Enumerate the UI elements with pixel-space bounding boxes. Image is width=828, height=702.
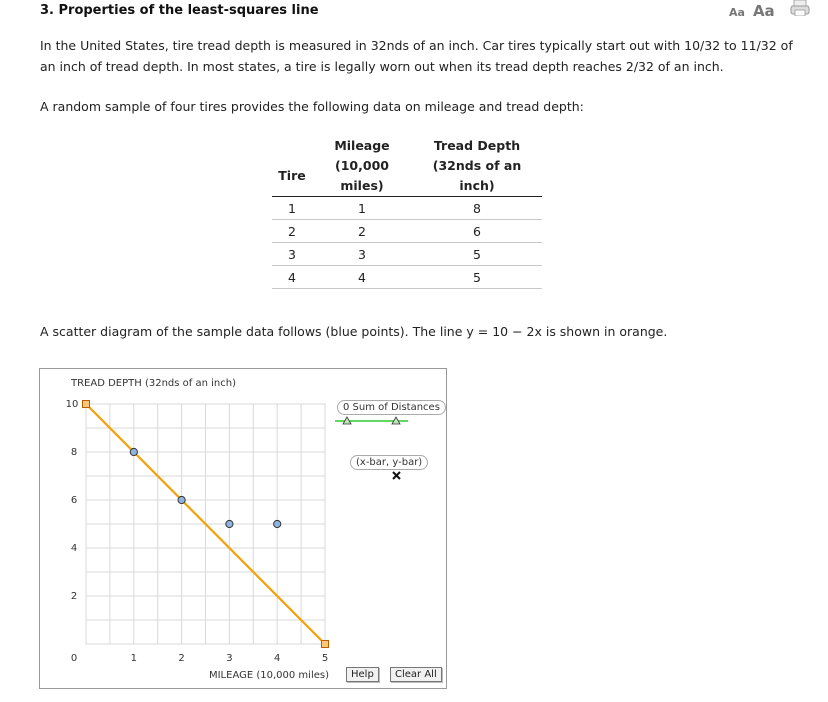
font-size-controls: [729, 2, 775, 20]
x-tick-label: 3: [226, 653, 233, 664]
line-endpoint-handle[interactable]: [83, 401, 90, 408]
y-tick-label: 2: [70, 591, 78, 602]
y-tick-label: 8: [70, 447, 78, 458]
y-tick-label: 6: [70, 495, 78, 506]
x-tick-label: 0: [70, 653, 78, 664]
table-row: [272, 197, 542, 220]
table-cell: 1: [272, 197, 312, 220]
table-cell: 8: [412, 197, 542, 220]
table-cell: 1: [312, 197, 412, 220]
y-axis-label: TREAD DEPTH (32nds of an inch): [71, 378, 236, 389]
print-icon[interactable]: [790, 0, 810, 16]
table-cell: 2: [312, 220, 412, 243]
table-header-tread-unit: (32nds of an inch): [412, 156, 542, 197]
x-tick-label: 5: [321, 653, 329, 664]
scatter-chart: [40, 369, 446, 688]
sample-paragraph: A random sample of four tires provides the following data on mileage and tread depth:: [40, 99, 584, 114]
data-point: [130, 448, 137, 455]
xbar-ybar-label[interactable]: (x-bar, y-bar): [350, 455, 428, 470]
table-cell: 4: [312, 266, 412, 289]
table-header-tread: Tread Depth: [433, 138, 521, 153]
intro-paragraph: In the United States, tire tread depth is measured in 32nds of an inch. Car tires typically start out with 10/32 to 11/32 of an inch of tread depth. In most states, a tire is legally worn out when its tread depth reaches 2/32 of an inch.: [40, 38, 793, 74]
font-smaller-button[interactable]: Aa: [729, 6, 745, 19]
table-cell: 3: [312, 243, 412, 266]
data-point: [178, 496, 185, 503]
table-cell: 3: [272, 243, 312, 266]
xbar-ybar-marker-icon[interactable]: [393, 472, 400, 479]
scatter-graph-tool: [39, 368, 447, 689]
line-endpoint-handle[interactable]: [322, 641, 329, 648]
table-cell: 5: [412, 266, 542, 289]
scatter-paragraph: A scatter diagram of the sample data follows (blue points). The line y = 10 − 2x is shown in orange.: [40, 324, 668, 339]
font-larger-button[interactable]: Aa: [752, 2, 775, 20]
x-tick-label: 1: [130, 653, 137, 664]
table-cell: 2: [272, 220, 312, 243]
table-header-tire: Tire: [272, 156, 312, 197]
table-header-mileage-unit: (10,000 miles): [312, 156, 412, 197]
table-header-blank: [272, 136, 312, 156]
y-tick-label: 10: [65, 399, 79, 410]
table-row: [272, 243, 542, 266]
y-tick-label: 4: [70, 543, 78, 554]
question-title: 3. Properties of the least-squares line: [40, 3, 319, 18]
table-cell: 6: [412, 220, 542, 243]
x-tick-label: 2: [178, 653, 185, 664]
table-header-mileage: Mileage: [334, 138, 390, 153]
help-button[interactable]: Help: [346, 667, 379, 682]
table-row: [272, 220, 542, 243]
x-tick-label: 4: [274, 653, 281, 664]
data-point: [226, 520, 233, 527]
data-point: [274, 520, 281, 527]
sum-of-distances-label[interactable]: 0 Sum of Distances: [337, 400, 446, 415]
table-row: [272, 266, 542, 289]
clear-all-button[interactable]: Clear All: [390, 667, 442, 682]
x-axis-label: MILEAGE (10,000 miles): [208, 670, 330, 681]
data-table: [272, 136, 542, 289]
table-cell: 5: [412, 243, 542, 266]
table-cell: 4: [272, 266, 312, 289]
